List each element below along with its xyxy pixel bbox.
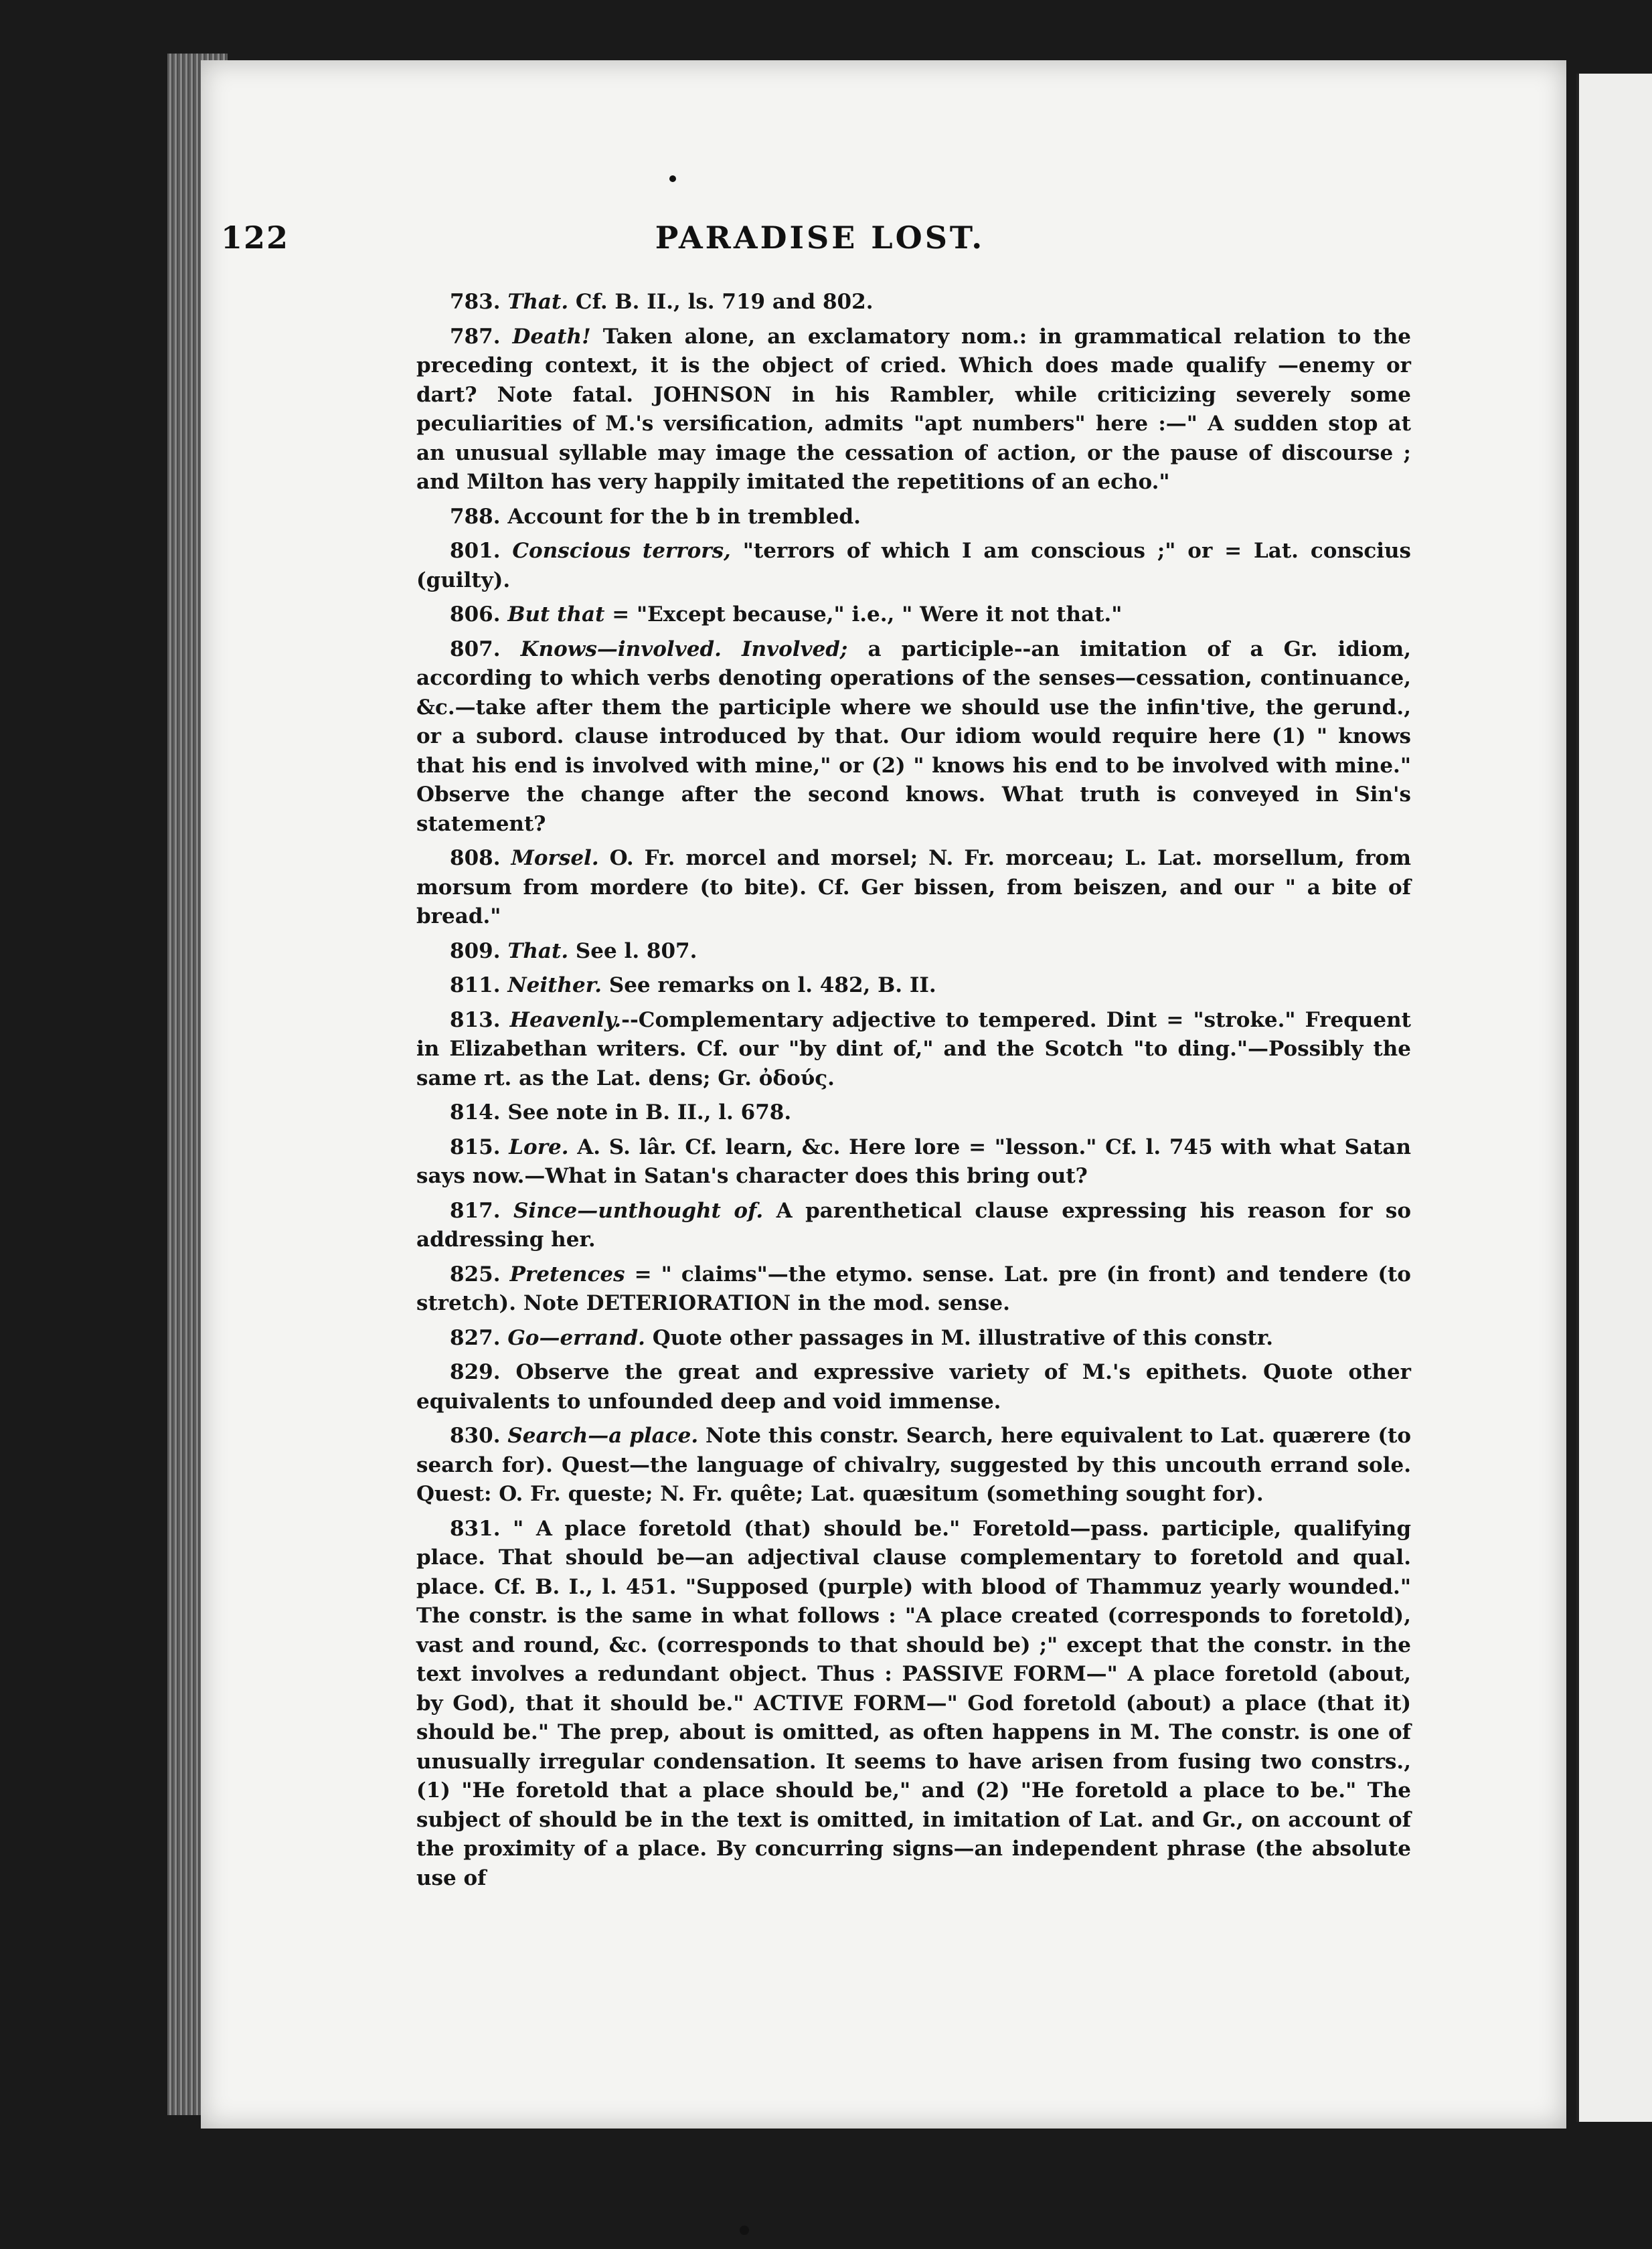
note-number: 813. — [450, 1007, 501, 1032]
note-number: 807. — [450, 637, 501, 661]
note-text: A. S. lâr. Cf. learn, &c. Here lore = "lesson." Cf. l. 745 with what Satan says now.—What in Satan's character does this bring out? — [416, 1135, 1411, 1188]
running-title: PARADISE LOST. — [655, 220, 985, 256]
note-lemma: Search—a place. — [507, 1424, 699, 1448]
note-text: " A place foretold (that) should be." Foretold—pass. participle, qualifying place. That should be—an adjectival clause complementary to foretold and qual. place. Cf. B. I., l. 451. "Supposed (purple) with blood of Thammuz yearly wounded." The constr. is the same in what follows : "A place created (corresponds to foretold), vast and round, &c. (corresponds to that should be) ;" except that the constr. in the text involves a redundant object. Thus : PASSIVE FORM—" A place foretold (about, by God), that it should be." ACTIVE FORM—" God foretold (about) a place (that it) should be." The prep, about is omitted, as often happens in M. The constr. is one of unusually irregular condensation. It seems to have arisen from fusing two constrs., (1) "He foretold that a place should be," and (2) "He foretold a place to be." The subject of should be in the text is omitted, in imitation of Lat. and Gr., on account of the proximity of a place. By concurring signs—an independent phrase (the absolute use of — [416, 1516, 1411, 1890]
note-number: 830. — [450, 1424, 501, 1448]
note-number: 817. — [450, 1198, 501, 1223]
note-lemma: Death! — [512, 324, 591, 349]
note-number: 825. — [450, 1262, 501, 1286]
note-number: 815. — [450, 1135, 501, 1159]
note-number: 808. — [450, 846, 501, 870]
note-number: 829. — [450, 1360, 501, 1384]
note-830 — [416, 1422, 1411, 1509]
note-lemma: Pretences — [509, 1262, 625, 1286]
note-811 — [416, 971, 1411, 1001]
note-813 — [416, 1006, 1411, 1094]
note-number: 788. — [450, 504, 501, 529]
note-788 — [416, 503, 1411, 532]
note-lemma: Neither. — [507, 973, 602, 997]
note-text: Account for the b in trembled. — [507, 504, 861, 529]
note-lemma: But that — [507, 602, 605, 627]
note-825 — [416, 1260, 1411, 1319]
note-lemma: That. — [507, 938, 569, 963]
note-lemma: Heavenly. — [509, 1007, 622, 1032]
speck-mark — [740, 2226, 749, 2235]
note-text: Quote other passages in M. illustrative of this constr. — [652, 1325, 1274, 1350]
note-lemma: Lore. — [509, 1135, 569, 1159]
note-text: = " claims"—the etymo. sense. Lat. pre (in front) and tendere (to stretch). Note DETERIORATION in the mod. sense. — [416, 1262, 1411, 1315]
note-806 — [416, 600, 1411, 630]
note-number: 801. — [450, 539, 501, 563]
note-text: O. Fr. morcel and morsel; N. Fr. morceau; L. Lat. morsellum, from morsum from mordere (to bite). Cf. Ger bissen, from beiszen, and our " a bite of bread." — [416, 846, 1412, 928]
note-lemma: Since—unthought of. — [513, 1198, 764, 1223]
page-header — [221, 220, 1419, 260]
note-number: 783. — [450, 290, 501, 314]
notes-body — [416, 288, 1411, 1898]
note-number: 806. — [450, 602, 501, 627]
note-number: 814. — [450, 1100, 501, 1124]
note-text: Note this constr. Search, here equivalent to Lat. quærere (to search for). Quest—the language of chivalry, suggested by this uncouth errand sole. Quest: O. Fr. queste; N. Fr. quête; Lat. quæsitum (something sought for). — [416, 1424, 1412, 1506]
note-number: 811. — [450, 973, 501, 997]
note-814 — [416, 1098, 1411, 1128]
note-text: --Complementary adjective to tempered. Dint = "stroke." Frequent in Elizabethan writers. Cf. our "by dint of," and the Scotch "to ding."—Possibly the same rt. as the Lat. dens; Gr. ὀδούς. — [416, 1007, 1412, 1090]
note-text: See note in B. II., l. 678. — [507, 1100, 792, 1124]
note-808 — [416, 844, 1411, 932]
note-827 — [416, 1324, 1411, 1353]
note-lemma: Knows—involved. Involved; — [520, 637, 848, 661]
note-lemma: That. — [507, 290, 569, 314]
note-809 — [416, 937, 1411, 967]
note-783 — [416, 288, 1411, 317]
note-lemma: Conscious terrors, — [512, 539, 731, 563]
right-page-edge — [1576, 74, 1652, 2122]
note-text: A parenthetical clause expressing his reason for so addressing her. — [416, 1198, 1411, 1252]
note-number: 827. — [450, 1325, 501, 1350]
note-number: 831. — [450, 1516, 501, 1541]
note-lemma: Go—errand. — [507, 1325, 645, 1350]
note-787 — [416, 323, 1411, 497]
note-text: "terrors of which I am conscious ;" or = Lat. conscius (guilty). — [416, 539, 1412, 592]
note-number: 787. — [450, 324, 501, 349]
page-number: 122 — [221, 220, 290, 256]
note-831 — [416, 1515, 1411, 1894]
note-815 — [416, 1133, 1411, 1191]
note-text: Observe the great and expressive variety of M.'s epithets. Quote other equivalents to unfounded deep and void immense. — [416, 1360, 1411, 1414]
note-text: Cf. B. II., ls. 719 and 802. — [575, 290, 874, 314]
note-lemma: Morsel. — [511, 846, 599, 870]
note-817 — [416, 1197, 1411, 1255]
note-829 — [416, 1358, 1411, 1416]
note-text: = "Except because," i.e., " Were it not that." — [612, 602, 1123, 627]
note-807 — [416, 635, 1411, 839]
speck-mark — [669, 175, 676, 182]
note-text: a participle--an imitation of a Gr. idiom, according to which verbs denoting operations of the senses—cessation, continuance, &c.—take after them the participle where we should use the infin'tive, the gerund., or a subord. clause introduced by that. Our idiom would require here (1) " knows that his end is involved with mine," or (2) " knows his end to be involved with mine." Observe the change after the second knows. What truth is conveyed in Sin's statement? — [416, 637, 1411, 836]
note-text: See remarks on l. 482, B. II. — [608, 973, 936, 997]
note-number: 809. — [450, 938, 501, 963]
note-text: See l. 807. — [575, 938, 697, 963]
note-801 — [416, 537, 1411, 595]
note-text: Taken alone, an exclamatory nom.: in grammatical relation to the preceding context, it is the object of cried. Which does made qualify —enemy or dart? Note fatal. JOHNSON in his Rambler, while criticizing severely some peculiarities of M.'s versification, admits "apt numbers" here :—" A sudden stop at an unusual syllable may image the cessation of action, or the pause of discourse ; and Milton has very happily imitated the repetitions of an echo." — [416, 324, 1411, 494]
